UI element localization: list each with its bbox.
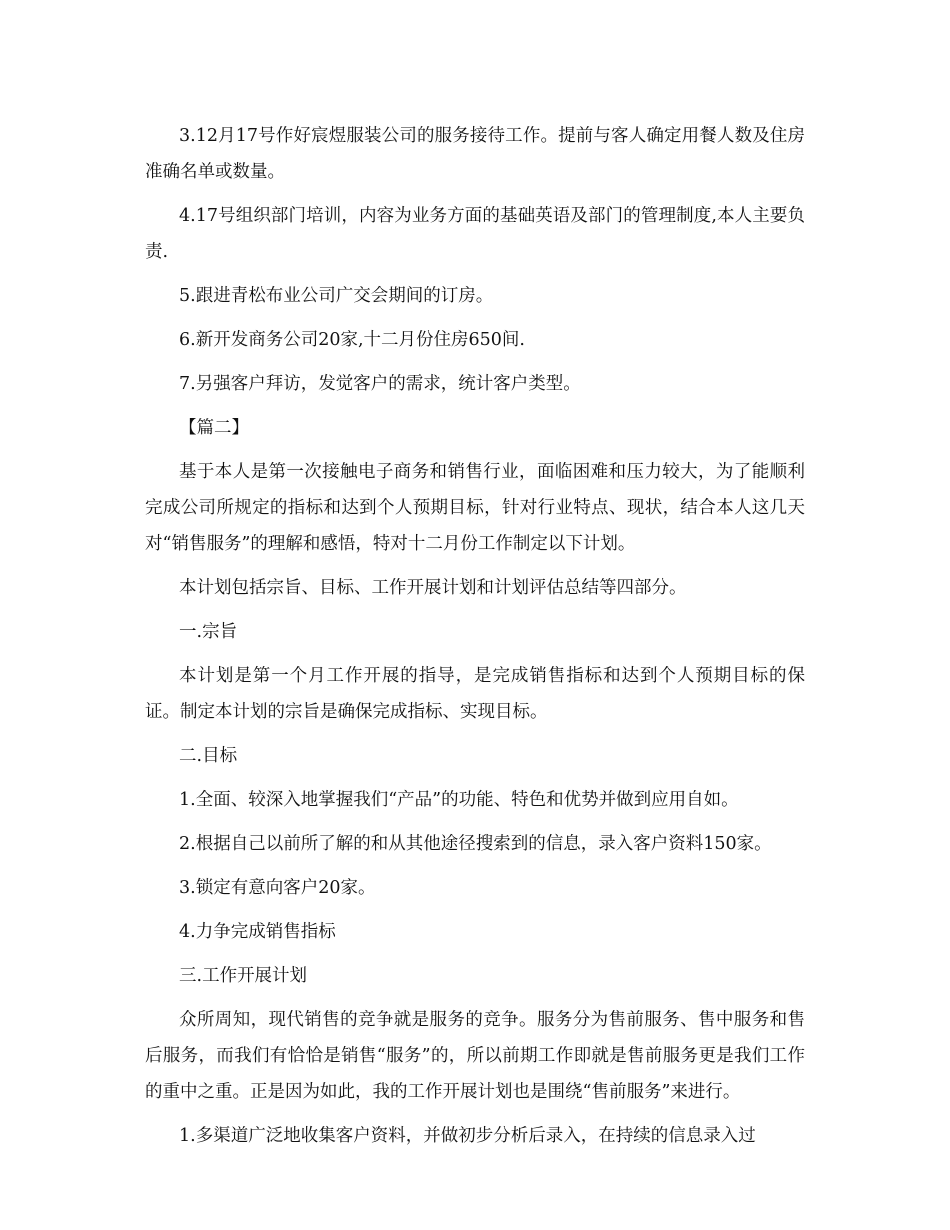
goal-item-1: 1.全面、较深入地掌握我们“产品”的功能、特色和优势并做到应用自如。 (179, 790, 739, 810)
document-page (145, 118, 805, 1162)
paragraph-item-4: 4.17号组织部门培训，内容为业务方面的基础英语及部门的管理制度,本人主要负责. (145, 206, 805, 262)
paragraph-item-5: 5.跟进青松布业公司广交会期间的订房。 (179, 286, 494, 306)
heading-purpose: 一.宗旨 (179, 622, 238, 642)
work-plan-item-1: 1.多渠道广泛地收集客户资料，并做初步分析后录入，在持续的信息录入过 (179, 1126, 756, 1146)
paragraph-item-3: 3.12月17号作好宸煜服装公司的服务接待工作。提前与客人确定用餐人数及住房准确名单或数量。 (145, 126, 805, 182)
paragraph-item-6: 6.新开发商务公司20家,十二月份住房650间. (179, 330, 525, 350)
goal-item-4: 4.力争完成销售指标 (179, 922, 336, 942)
goal-item-2: 2.根据自己以前所了解的和从其他途径搜索到的信息，录入客户资料150家。 (179, 834, 772, 854)
paragraph-item-7: 7.另强客户拜访，发觉客户的需求，统计客户类型。 (179, 374, 581, 394)
intro-paragraph: 基于本人是第一次接触电子商务和销售行业，面临困难和压力较大，为了能顺利完成公司所规定的指标和达到个人预期目标，针对行业特点、现状，结合本人这几天对“销售服务”的理解和感悟，特对十二月份工作制定以下计划。 (145, 462, 805, 554)
work-plan-paragraph: 众所周知，现代销售的竞争就是服务的竞争。服务分为售前服务、售中服务和售后服务，而我们有恰恰是销售“服务”的，所以前期工作即就是售前服务更是我们工作的重中之重。正是因为如此，我的工作开展计划也是围绕“售前服务”来进行。 (145, 1010, 805, 1102)
purpose-paragraph: 本计划是第一个月工作开展的指导，是完成销售指标和达到个人预期目标的保证。制定本计划的宗旨是确保完成指标、实现目标。 (145, 666, 805, 722)
heading-goals: 二.目标 (179, 746, 238, 766)
goal-item-3: 3.锁定有意向客户20家。 (179, 878, 376, 898)
section-heading-part-two: 【篇二】 (179, 418, 249, 438)
plan-overview-paragraph: 本计划包括宗旨、目标、工作开展计划和计划评估总结等四部分。 (179, 578, 687, 598)
heading-work-plan: 三.工作开展计划 (179, 966, 308, 986)
